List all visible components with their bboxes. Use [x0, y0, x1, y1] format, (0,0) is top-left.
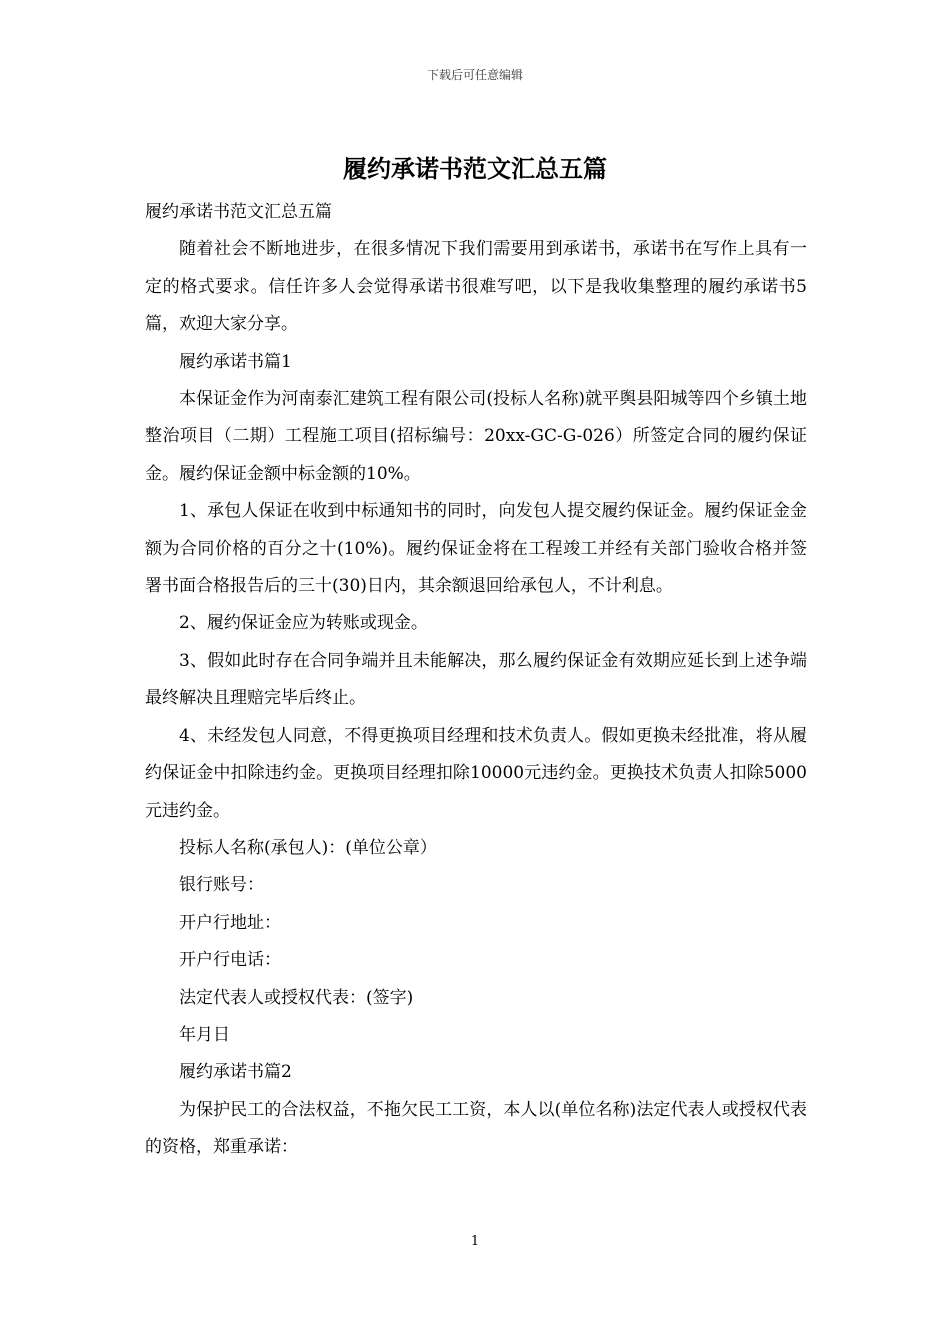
form-line-bank-account: 银行账号： — [179, 875, 264, 896]
paragraph: 3、假如此时存在合同争端并且未能解决，那么履约保证金有效期应延长到上述争端最终解决且理赔完毕后终止。 — [145, 650, 807, 709]
document-title: 履约承诺书范文汇总五篇 — [343, 154, 607, 183]
form-line-legal-representative: 法定代表人或授权代表：(签字) — [179, 987, 414, 1008]
section-heading: 履约承诺书篇1 — [179, 351, 292, 372]
form-line-bidder-name: 投标人名称(承包人)：(单位公章） — [179, 837, 437, 858]
page-number: 1 — [470, 1234, 480, 1249]
section-heading: 履约承诺书篇2 — [179, 1062, 292, 1083]
page-header-note: 下载后可任意编辑 — [426, 68, 523, 82]
document-body — [145, 194, 807, 1167]
paragraph: 随着社会不断地进步，在很多情况下我们需要用到承诺书，承诺书在写作上具有一定的格式要求。信任许多人会觉得承诺书很难写吧，以下是我收集整理的履约承诺书5篇，欢迎大家分享。 — [145, 239, 807, 335]
paragraph: 本保证金作为河南泰汇建筑工程有限公司(投标人名称)就平舆县阳城等四个乡镇土地整治项目（二期）工程施工项目(招标编号：20xx-GC-G-026）所签定合同的履约保证金。履约保证金额中标金额的10%。 — [145, 389, 807, 484]
form-line-bank-phone: 开户行电话： — [179, 950, 281, 971]
paragraph: 履约承诺书范文汇总五篇 — [145, 202, 332, 222]
paragraph: 2、履约保证金应为转账或现金。 — [179, 613, 428, 634]
form-line-bank-address: 开户行地址： — [179, 912, 281, 933]
paragraph: 为保护民工的合法权益，不拖欠民工工资，本人以(单位名称)法定代表人或授权代表的资格，郑重承诺： — [145, 1099, 807, 1158]
paragraph: 1、承包人保证在收到中标通知书的同时，向发包人提交履约保证金。履约保证金金额为合同价格的百分之十(10%)。履约保证金将在工程竣工并经有关部门验收合格并签署书面合格报告后的三十(30)日内，其余额退回给承包人，不计利息。 — [145, 501, 807, 597]
paragraph: 4、未经发包人同意，不得更换项目经理和技术负责人。假如更换未经批准，将从履约保证金中扣除违约金。更换项目经理扣除10000元违约金。更换技术负责人扣除5000元违约金。 — [145, 725, 807, 821]
form-line-date: 年月日 — [179, 1024, 230, 1045]
